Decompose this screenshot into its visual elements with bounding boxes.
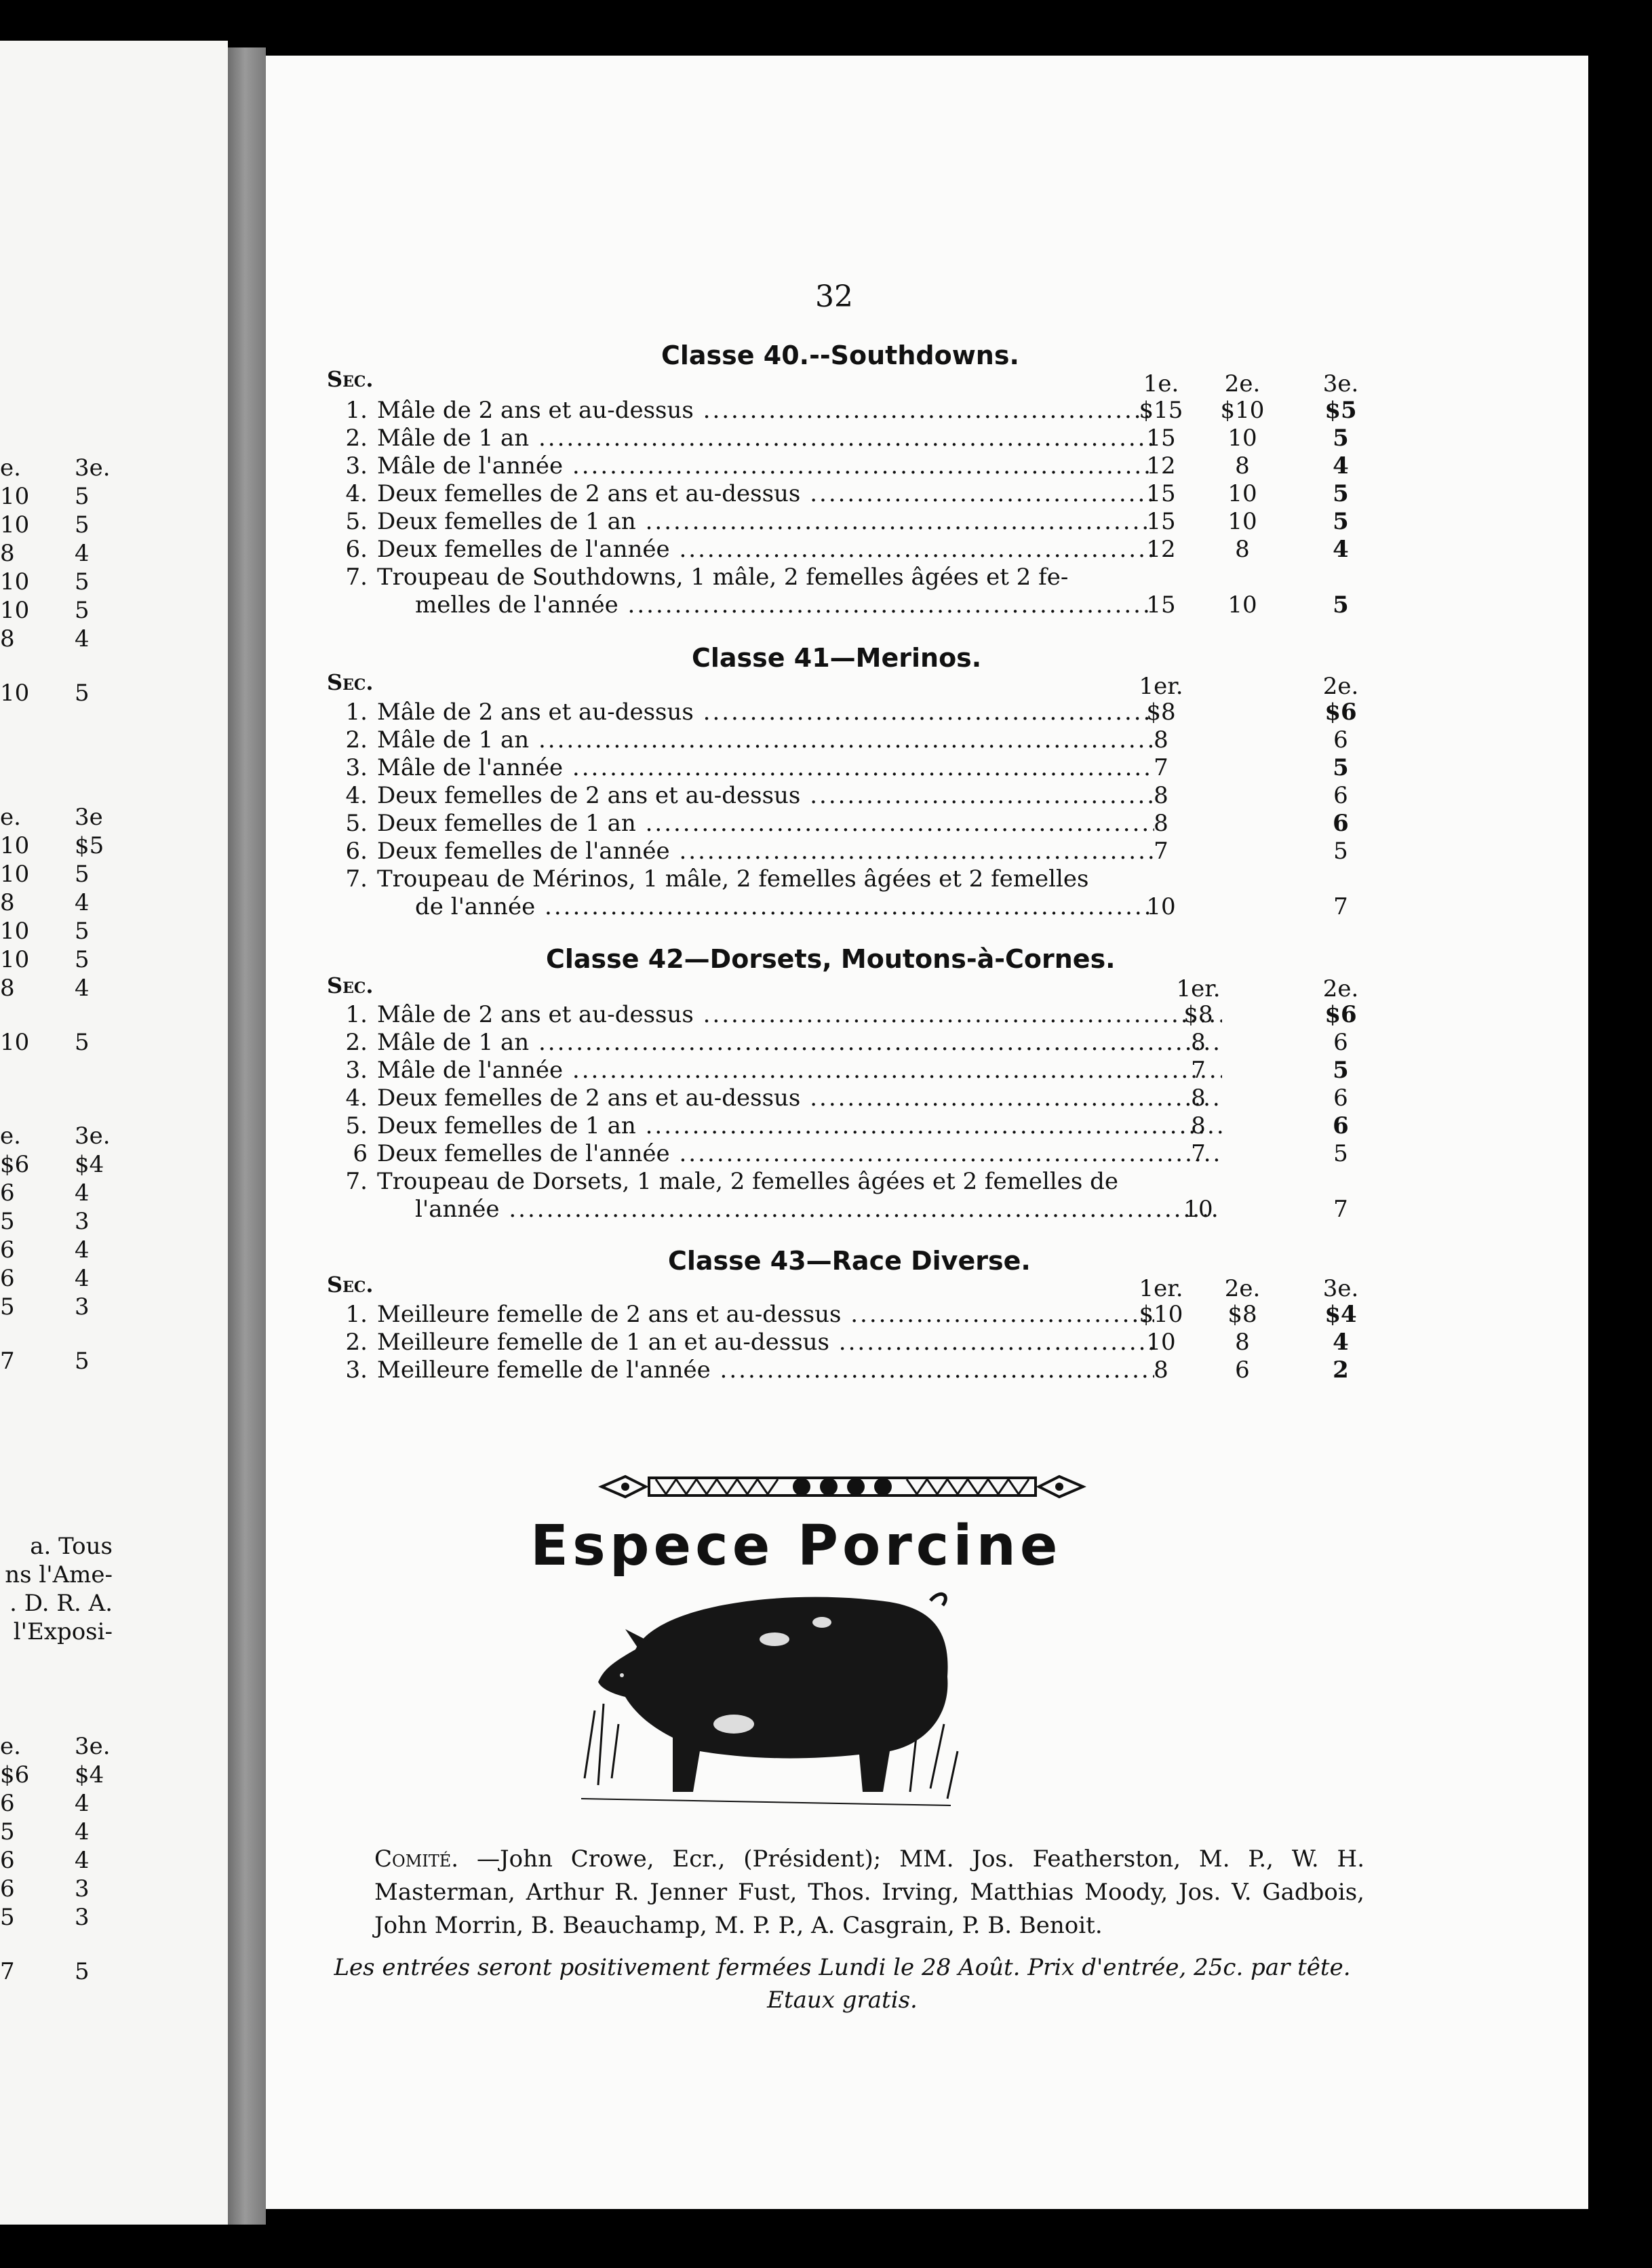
prize-row bbox=[327, 1301, 1175, 1328]
prize-row bbox=[327, 754, 1175, 781]
class-title: Classe 42—Dorsets, Moutons-à-Cornes. bbox=[546, 944, 1116, 974]
committee-label: Comité. bbox=[374, 1845, 459, 1873]
section-number: 6. bbox=[345, 536, 368, 563]
facing-page-cell: 5 bbox=[75, 1029, 90, 1056]
section-description: Mâle de 2 ans et au-dessus ..... bbox=[377, 699, 1154, 726]
facing-page-cell: 3e. bbox=[75, 1122, 111, 1150]
facing-page-cell: $6 bbox=[0, 1151, 30, 1178]
prize-amount: $8 bbox=[1183, 1001, 1213, 1028]
section-description: Mâle de 1 an ..... bbox=[377, 1029, 1222, 1056]
section-description: Mâle de l'année ..... bbox=[377, 1057, 1222, 1084]
section-number: 6. bbox=[345, 838, 368, 865]
prize-amount: 15 bbox=[1146, 508, 1176, 535]
section-description: Troupeau de Mérinos, 1 mâle, 2 femelles âgées et 2 femelles bbox=[377, 865, 1089, 893]
prize-amount: 8 bbox=[1235, 536, 1250, 563]
section-description: Deux femelles de 1 an ..... bbox=[377, 810, 1154, 837]
prize-amount: 10 bbox=[1227, 425, 1257, 452]
facing-page-cell: 10 bbox=[0, 861, 30, 888]
prize-amount: 6 bbox=[1333, 1029, 1348, 1056]
facing-page-cell: 4 bbox=[75, 1236, 90, 1264]
prize-row bbox=[327, 1196, 1242, 1223]
prize-row bbox=[327, 1084, 1242, 1112]
section-description: Deux femelles de 2 ans et au-dessus ..... bbox=[377, 782, 1154, 809]
prize-amount: 6 bbox=[1333, 1084, 1348, 1112]
facing-page-text: . D. R. A. bbox=[9, 1590, 113, 1617]
facing-page-cell: e. bbox=[0, 454, 21, 482]
facing-page-cell: 3 bbox=[75, 1293, 90, 1321]
facing-page-cell: 3e. bbox=[75, 454, 111, 482]
section-number: 3. bbox=[345, 754, 368, 781]
prize-row bbox=[327, 1140, 1242, 1167]
section-description: Deux femelles de 2 ans et au-dessus ..... bbox=[377, 1084, 1222, 1112]
facing-page-cell: 6 bbox=[0, 1847, 15, 1874]
prize-amount: 6 bbox=[1333, 810, 1349, 837]
class-title: Classe 43—Race Diverse. bbox=[668, 1246, 1031, 1276]
prize-amount: $10 bbox=[1220, 397, 1265, 424]
section-description: Deux femelles de l'année ..... bbox=[377, 536, 1154, 563]
facing-page bbox=[0, 41, 228, 2225]
prize-column-header: 2e. bbox=[1322, 975, 1359, 1002]
prize-row bbox=[327, 1329, 1175, 1356]
prize-amount: 8 bbox=[1191, 1084, 1206, 1112]
section-label: Sec. bbox=[327, 669, 374, 695]
facing-page-cell: $5 bbox=[75, 832, 104, 859]
prize-amount: 5 bbox=[1333, 1057, 1349, 1084]
facing-page-cell: 3 bbox=[75, 1875, 90, 1902]
book-spine bbox=[228, 47, 266, 2225]
page-number: 32 bbox=[815, 279, 853, 314]
prize-amount: 12 bbox=[1146, 452, 1176, 480]
pig-illustration bbox=[571, 1575, 964, 1833]
facing-page-cell: $4 bbox=[75, 1761, 104, 1788]
facing-page-cell: 10 bbox=[0, 568, 30, 595]
facing-page-cell: 5 bbox=[75, 861, 90, 888]
prize-amount: 7 bbox=[1191, 1140, 1206, 1167]
prize-amount: 5 bbox=[1333, 754, 1349, 781]
section-number: 4. bbox=[345, 782, 368, 809]
prize-row bbox=[327, 397, 1175, 424]
section-number: 1. bbox=[345, 397, 368, 424]
prize-row bbox=[327, 810, 1175, 837]
prize-amount: 15 bbox=[1146, 591, 1176, 619]
section-description: Deux femelles de l'année ..... bbox=[377, 1140, 1222, 1167]
prize-row bbox=[327, 1168, 1242, 1195]
section-description: Mâle de 2 ans et au-dessus ..... bbox=[377, 397, 1154, 424]
prize-row bbox=[327, 564, 1175, 591]
section-number: 2. bbox=[345, 726, 368, 754]
prize-amount: $6 bbox=[1324, 699, 1357, 726]
facing-page-cell: 4 bbox=[75, 1179, 90, 1207]
prize-row bbox=[327, 591, 1175, 619]
facing-page-cell: 6 bbox=[0, 1179, 15, 1207]
prize-row bbox=[327, 1001, 1242, 1028]
facing-page-cell: 4 bbox=[75, 1790, 90, 1817]
prize-column-header: 1e. bbox=[1143, 370, 1179, 397]
facing-page-cell: 7 bbox=[0, 1958, 15, 1985]
facing-page-cell: 7 bbox=[0, 1348, 15, 1375]
prize-amount: 8 bbox=[1154, 1356, 1168, 1384]
committee-members: —John Crowe, Ecr., (Président); MM. Jos. Featherston, M. P., W. H. Masterman, Arthur R. Jenner Fust, Thos. Irving, Matthias Moody, Jos. V. Gadbois, John Morrin, B. Beauchamp, M. P. P., A. Casgrain, P. B. Benoit. bbox=[374, 1845, 1364, 1939]
prize-amount: 8 bbox=[1191, 1029, 1206, 1056]
prize-amount: 15 bbox=[1146, 480, 1176, 507]
section-description: l'année ..... bbox=[415, 1196, 1222, 1223]
facing-page-cell: 5 bbox=[75, 568, 90, 595]
prize-amount: 8 bbox=[1235, 1329, 1250, 1356]
facing-page-cell: 4 bbox=[75, 889, 90, 916]
section-description: Meilleure femelle de 1 an et au-dessus ..... bbox=[377, 1329, 1154, 1356]
facing-page-cell: 10 bbox=[0, 918, 30, 945]
section-description: Troupeau de Southdowns, 1 mâle, 2 femelles âgées et 2 fe- bbox=[377, 564, 1069, 591]
section-description: Deux femelles de 2 ans et au-dessus ..... bbox=[377, 480, 1154, 507]
prize-row bbox=[327, 782, 1175, 809]
facing-page-cell: 5 bbox=[0, 1293, 15, 1321]
facing-page-cell: 6 bbox=[0, 1875, 15, 1902]
facing-page-cell: 6 bbox=[0, 1265, 15, 1292]
facing-page-cell: 5 bbox=[75, 918, 90, 945]
prize-row bbox=[327, 838, 1175, 865]
facing-page-cell: 10 bbox=[0, 946, 30, 973]
committee-paragraph bbox=[374, 1843, 1364, 1942]
prize-amount: 5 bbox=[1333, 508, 1349, 535]
section-number: 7. bbox=[345, 865, 368, 893]
prize-amount: $4 bbox=[1324, 1301, 1357, 1328]
section-number: 3. bbox=[345, 452, 368, 480]
prize-amount: 12 bbox=[1146, 536, 1176, 563]
class-title: Classe 41—Merinos. bbox=[692, 643, 982, 673]
prize-amount: 7 bbox=[1333, 893, 1348, 920]
facing-page-cell: 5 bbox=[75, 1958, 90, 1985]
prize-amount: 8 bbox=[1154, 782, 1168, 809]
facing-page-cell: $6 bbox=[0, 1761, 30, 1788]
facing-page-cell: 4 bbox=[75, 975, 90, 1002]
section-number: 4. bbox=[345, 1084, 368, 1112]
section-description: Mâle de l'année ..... bbox=[377, 452, 1154, 480]
prize-amount: 7 bbox=[1154, 754, 1168, 781]
prize-column-header: 1er. bbox=[1139, 673, 1183, 700]
facing-page-cell: 5 bbox=[75, 1348, 90, 1375]
prize-column-header: 2e. bbox=[1322, 673, 1359, 700]
section-description: Troupeau de Dorsets, 1 male, 2 femelles âgées et 2 femelles de bbox=[377, 1168, 1118, 1195]
species-title: Espece Porcine bbox=[530, 1514, 1062, 1578]
prize-amount: 10 bbox=[1183, 1196, 1213, 1223]
section-number: 2. bbox=[345, 425, 368, 452]
prize-amount: $8 bbox=[1146, 699, 1176, 726]
prize-amount: 10 bbox=[1227, 508, 1257, 535]
prize-amount: 10 bbox=[1227, 480, 1257, 507]
prize-amount: 5 bbox=[1333, 1140, 1348, 1167]
facing-page-cell: 8 bbox=[0, 625, 15, 652]
facing-page-cell: 4 bbox=[75, 625, 90, 652]
prize-column-header: 3e. bbox=[1322, 1275, 1359, 1302]
prize-amount: 5 bbox=[1333, 425, 1349, 452]
prize-row bbox=[327, 536, 1175, 563]
facing-page-cell: 3 bbox=[75, 1208, 90, 1235]
prize-row bbox=[327, 1356, 1175, 1384]
section-description: Mâle de l'année ..... bbox=[377, 754, 1154, 781]
section-description: Meilleure femelle de l'année ..... bbox=[377, 1356, 1154, 1384]
facing-page-cell: 10 bbox=[0, 1029, 30, 1056]
prize-amount: 15 bbox=[1146, 425, 1176, 452]
prize-amount: 8 bbox=[1154, 726, 1168, 754]
facing-page-cell: 8 bbox=[0, 975, 15, 1002]
prize-amount: 10 bbox=[1227, 591, 1257, 619]
prize-column-header: 3e. bbox=[1322, 370, 1359, 397]
section-number: 2. bbox=[345, 1329, 368, 1356]
section-number: 7. bbox=[345, 1168, 368, 1195]
prize-column-header: 1er. bbox=[1176, 975, 1221, 1002]
section-description: Mâle de 2 ans et au-dessus ..... bbox=[377, 1001, 1222, 1028]
facing-page-cell: 10 bbox=[0, 680, 30, 707]
prize-amount: $15 bbox=[1139, 397, 1183, 424]
facing-page-text: a. Tous bbox=[30, 1533, 113, 1560]
facing-page-cell: 4 bbox=[75, 1818, 90, 1845]
prize-amount: $5 bbox=[1324, 397, 1357, 424]
section-number: 3. bbox=[345, 1356, 368, 1384]
facing-page-text: l'Exposi- bbox=[13, 1618, 113, 1645]
prize-amount: 6 bbox=[1333, 726, 1348, 754]
prize-column-header: 2e. bbox=[1224, 1275, 1261, 1302]
section-description: Mâle de 1 an ..... bbox=[377, 726, 1154, 754]
facing-page-cell: e. bbox=[0, 804, 21, 831]
facing-page-cell: 8 bbox=[0, 540, 15, 567]
facing-page-text: ns l'Ame- bbox=[5, 1561, 113, 1588]
prize-row bbox=[327, 1029, 1242, 1056]
facing-page-cell: 10 bbox=[0, 832, 30, 859]
prize-row bbox=[327, 1057, 1242, 1084]
prize-row bbox=[327, 699, 1175, 726]
facing-page-cell: 5 bbox=[75, 483, 90, 510]
facing-page-cell: 6 bbox=[0, 1236, 15, 1264]
section-description: Deux femelles de 1 an ..... bbox=[377, 508, 1154, 535]
prize-row bbox=[327, 726, 1175, 754]
prize-amount: 4 bbox=[1333, 536, 1349, 563]
prize-amount: 7 bbox=[1154, 838, 1168, 865]
prize-amount: 5 bbox=[1333, 480, 1349, 507]
facing-page-cell: 8 bbox=[0, 889, 15, 916]
section-number: 6 bbox=[353, 1140, 368, 1167]
section-number: 2. bbox=[345, 1029, 368, 1056]
facing-page-cell: e. bbox=[0, 1733, 21, 1760]
prize-amount: 5 bbox=[1333, 838, 1348, 865]
facing-page-cell: $4 bbox=[75, 1151, 104, 1178]
prize-row bbox=[327, 893, 1175, 920]
prize-row bbox=[327, 1112, 1242, 1139]
facing-page-cell: 10 bbox=[0, 511, 30, 539]
section-description: Meilleure femelle de 2 ans et au-dessus ..... bbox=[377, 1301, 1154, 1328]
prize-row bbox=[327, 452, 1175, 480]
section-description: Deux femelles de 1 an ..... bbox=[377, 1112, 1222, 1139]
prize-row bbox=[327, 480, 1175, 507]
facing-page-cell: 5 bbox=[0, 1818, 15, 1845]
section-number: 4. bbox=[345, 480, 368, 507]
prize-row bbox=[327, 865, 1175, 893]
prize-column-header: 1er. bbox=[1139, 1275, 1183, 1302]
facing-page-cell: 4 bbox=[75, 1265, 90, 1292]
facing-page-cell: 3e bbox=[75, 804, 103, 831]
section-description: melles de l'année ..... bbox=[415, 591, 1154, 619]
prize-amount: 4 bbox=[1333, 452, 1349, 480]
facing-page-cell: 4 bbox=[75, 1847, 90, 1874]
facing-page-cell: 5 bbox=[75, 511, 90, 539]
section-number: 5. bbox=[345, 508, 368, 535]
prize-amount: $10 bbox=[1139, 1301, 1183, 1328]
section-number: 1. bbox=[345, 1001, 368, 1028]
section-description: Mâle de 1 an ..... bbox=[377, 425, 1154, 452]
prize-amount: $6 bbox=[1324, 1001, 1357, 1028]
decorative-rule bbox=[598, 1470, 1086, 1504]
facing-page-cell: 4 bbox=[75, 540, 90, 567]
prize-row bbox=[327, 508, 1175, 535]
prize-amount: 8 bbox=[1154, 810, 1168, 837]
prize-amount: 10 bbox=[1146, 893, 1176, 920]
section-number: 5. bbox=[345, 810, 368, 837]
facing-page-cell: 6 bbox=[0, 1790, 15, 1817]
prize-amount: $8 bbox=[1227, 1301, 1257, 1328]
section-number: 5. bbox=[345, 1112, 368, 1139]
prize-amount: 7 bbox=[1333, 1196, 1348, 1223]
facing-page-cell: 5 bbox=[0, 1904, 15, 1931]
prize-row bbox=[327, 425, 1175, 452]
facing-page-cell: 10 bbox=[0, 483, 30, 510]
section-number: 3. bbox=[345, 1057, 368, 1084]
section-number: 1. bbox=[345, 1301, 368, 1328]
prize-amount: 10 bbox=[1146, 1329, 1176, 1356]
facing-page-cell: 5 bbox=[75, 946, 90, 973]
facing-page-cell: 3e. bbox=[75, 1733, 111, 1760]
section-number: 7. bbox=[345, 564, 368, 591]
class-title: Classe 40.--Southdowns. bbox=[661, 340, 1019, 370]
prize-amount: 7 bbox=[1191, 1057, 1206, 1084]
section-label: Sec. bbox=[327, 366, 374, 392]
prize-amount: 6 bbox=[1235, 1356, 1250, 1384]
section-description: Deux femelles de l'année ..... bbox=[377, 838, 1154, 865]
prize-amount: 8 bbox=[1191, 1112, 1206, 1139]
section-number: 1. bbox=[345, 699, 368, 726]
section-label: Sec. bbox=[327, 973, 374, 998]
facing-page-cell: 5 bbox=[0, 1208, 15, 1235]
entry-notice: Les entrées seront positivement fermées Lundi le 28 Août. Prix d'entrée, 25c. par tête. Etaux gratis. bbox=[334, 1954, 1351, 2014]
facing-page-cell: e. bbox=[0, 1122, 21, 1150]
section-description: de l'année ..... bbox=[415, 893, 1154, 920]
prize-amount: 5 bbox=[1333, 591, 1349, 619]
facing-page-cell: 5 bbox=[75, 597, 90, 624]
prize-amount: 2 bbox=[1333, 1356, 1349, 1384]
page bbox=[266, 56, 1588, 2209]
facing-page-cell: 3 bbox=[75, 1904, 90, 1931]
prize-amount: 6 bbox=[1333, 1112, 1349, 1139]
section-label: Sec. bbox=[327, 1272, 374, 1297]
prize-column-header: 2e. bbox=[1224, 370, 1261, 397]
prize-amount: 6 bbox=[1333, 782, 1348, 809]
facing-page-cell: 10 bbox=[0, 597, 30, 624]
facing-page-cell: 5 bbox=[75, 680, 90, 707]
prize-amount: 8 bbox=[1235, 452, 1250, 480]
prize-amount: 4 bbox=[1333, 1329, 1349, 1356]
